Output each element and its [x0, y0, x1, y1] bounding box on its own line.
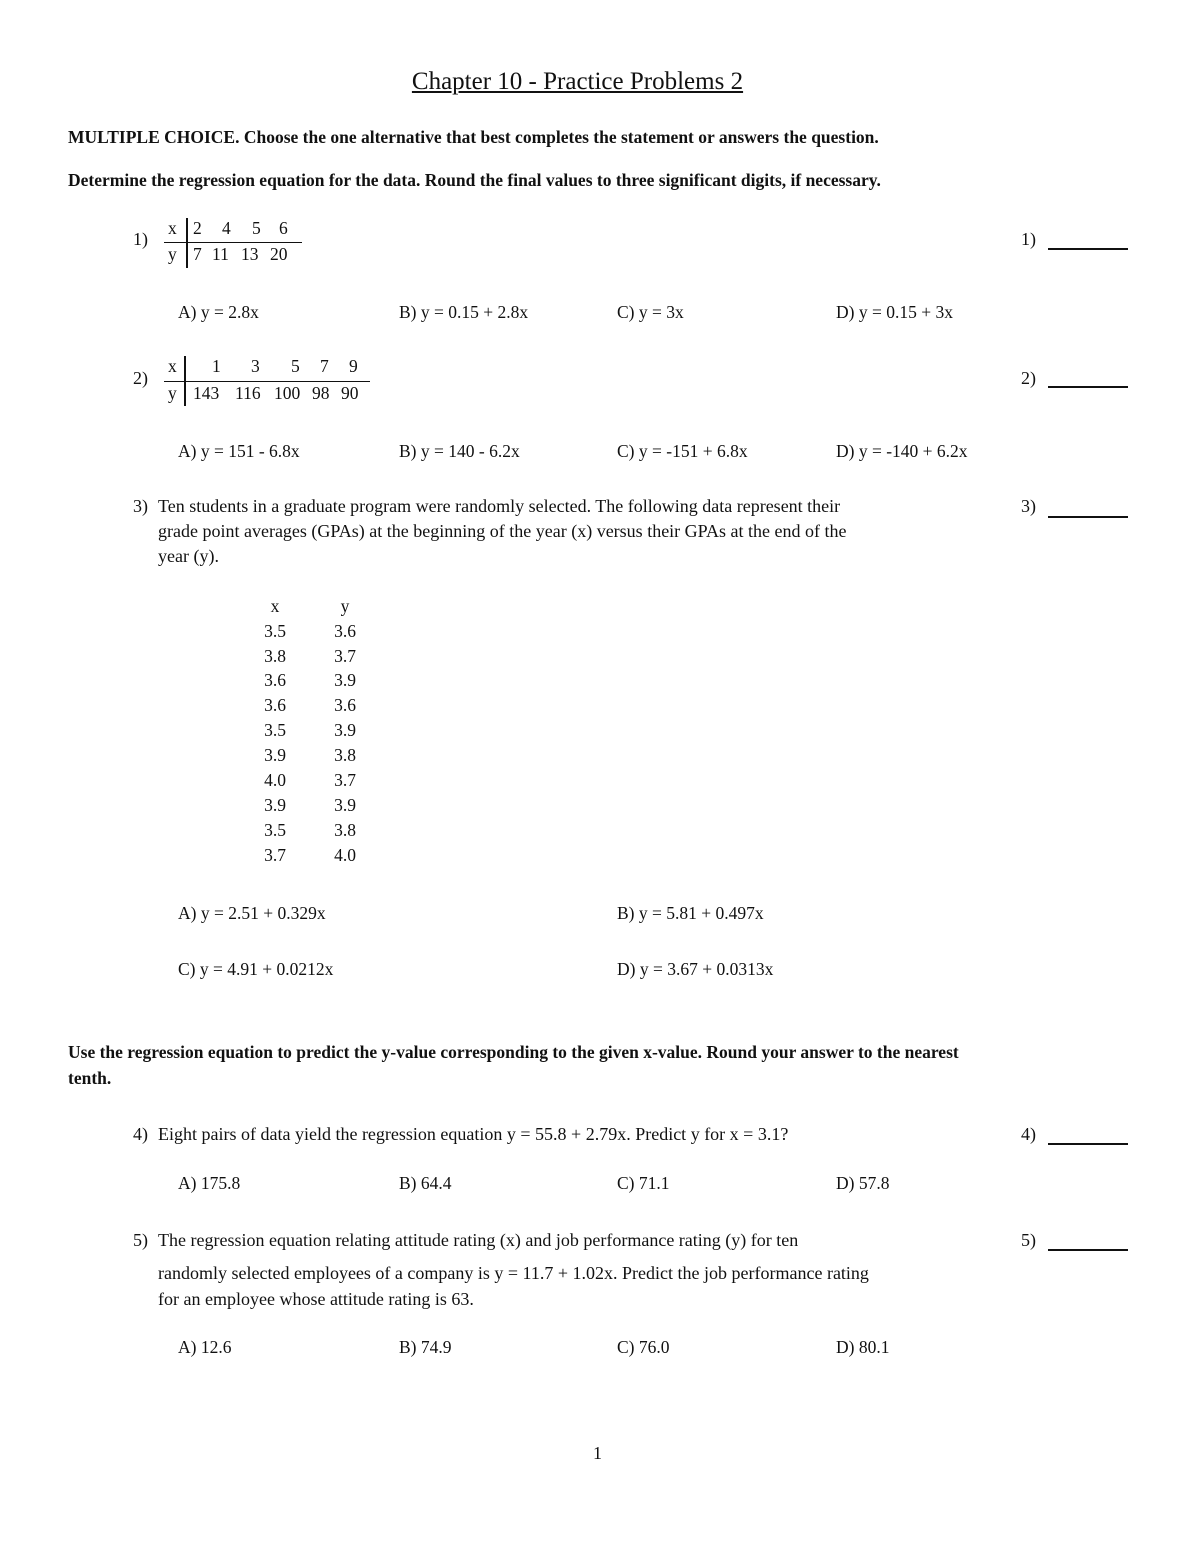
- q3-x-cell: 3.9: [264, 795, 286, 815]
- q2-y-cell: 98: [312, 383, 330, 403]
- q3-y-cell: 3.8: [334, 820, 356, 840]
- q1-y-label: y: [168, 244, 177, 264]
- q4-number: 4): [133, 1124, 148, 1144]
- q5-number: 5): [133, 1230, 148, 1250]
- q2-y-cell: 143: [193, 383, 220, 403]
- page-title: Chapter 10 - Practice Problems 2: [411, 68, 744, 95]
- q1-answer-number: 1): [1021, 229, 1036, 249]
- multiple-choice-instruction: MULTIPLE CHOICE. Choose the one alternative that best completes the statement or answers the question.: [68, 127, 879, 147]
- q2-option-a[interactable]: A) y = 151 - 6.8x: [178, 441, 300, 461]
- q3-y-cell: 3.7: [334, 646, 356, 666]
- q1-answer-blank[interactable]: [1048, 248, 1128, 250]
- q1-x-cell: 5: [252, 218, 261, 238]
- q1-option-d[interactable]: D) y = 0.15 + 3x: [836, 302, 953, 322]
- section2-instruction: Use the regression equation to predict the y-value corresponding to the given x-value. Round your answer to the nearest: [68, 1042, 959, 1062]
- q3-text-line: Ten students in a graduate program were randomly selected. The following data represent their: [158, 496, 841, 516]
- q1-x-label: x: [168, 218, 177, 238]
- q2-option-b[interactable]: B) y = 140 - 6.2x: [399, 441, 520, 461]
- q3-y-cell: 3.9: [334, 720, 356, 740]
- q4-answer-number: 4): [1021, 1124, 1036, 1144]
- q3-y-cell: 3.8: [334, 745, 356, 765]
- q3-y-header: y: [340, 596, 350, 616]
- q2-x-cell: 7: [320, 356, 329, 376]
- q2-y-cell: 100: [274, 383, 301, 403]
- q2-option-c[interactable]: C) y = -151 + 6.8x: [617, 441, 748, 461]
- q2-option-d[interactable]: D) y = -140 + 6.2x: [836, 441, 968, 461]
- q3-option-a[interactable]: A) y = 2.51 + 0.329x: [178, 903, 326, 923]
- q1-number: 1): [133, 229, 148, 249]
- q2-y-label: y: [168, 383, 177, 403]
- q3-option-b[interactable]: B) y = 5.81 + 0.497x: [617, 903, 764, 923]
- q5-option-c[interactable]: C) 76.0: [617, 1337, 670, 1357]
- q3-x-cell: 3.5: [264, 720, 286, 740]
- q3-x-cell: 3.5: [264, 621, 286, 641]
- page-number: 1: [593, 1443, 602, 1463]
- q3-y-cell: 3.9: [334, 795, 356, 815]
- q4-option-d[interactable]: D) 57.8: [836, 1173, 890, 1193]
- q5-text-line: The regression equation relating attitude rating (x) and job performance rating (y) for ten: [158, 1230, 799, 1250]
- q3-text-line: year (y).: [158, 546, 219, 566]
- q1-x-cell: 2: [193, 218, 202, 238]
- q5-answer-number: 5): [1021, 1230, 1036, 1250]
- q1-table-rule: [164, 242, 302, 243]
- q3-x-header: x: [270, 596, 280, 616]
- q3-y-cell: 3.6: [334, 695, 356, 715]
- q5-option-b[interactable]: B) 74.9: [399, 1337, 452, 1357]
- section1-instruction: Determine the regression equation for the data. Round the final values to three significant digits, if necessary.: [68, 170, 881, 190]
- q3-y-cell: 3.7: [334, 770, 356, 790]
- q3-y-cell: 4.0: [334, 845, 356, 865]
- q3-x-cell: 3.6: [264, 695, 286, 715]
- q5-option-a[interactable]: A) 12.6: [178, 1337, 232, 1357]
- q1-option-c[interactable]: C) y = 3x: [617, 302, 684, 322]
- q2-answer-blank[interactable]: [1048, 386, 1128, 388]
- q2-x-cell: 3: [251, 356, 260, 376]
- q2-y-cell: 116: [235, 383, 261, 403]
- section2-instruction-cont: tenth.: [68, 1068, 112, 1088]
- q1-x-cell: 6: [279, 218, 288, 238]
- q3-x-cell: 3.8: [264, 646, 286, 666]
- q4-option-c[interactable]: C) 71.1: [617, 1173, 670, 1193]
- q1-option-b[interactable]: B) y = 0.15 + 2.8x: [399, 302, 529, 322]
- q3-option-d[interactable]: D) y = 3.67 + 0.0313x: [617, 959, 774, 979]
- q3-answer-number: 3): [1021, 496, 1036, 516]
- q3-number: 3): [133, 496, 148, 516]
- q3-y-cell: 3.6: [334, 621, 356, 641]
- q5-answer-blank[interactable]: [1048, 1249, 1128, 1251]
- q2-number: 2): [133, 368, 148, 388]
- q1-option-a[interactable]: A) y = 2.8x: [178, 302, 259, 322]
- q2-x-cell: 1: [212, 356, 221, 376]
- q3-x-cell: 3.6: [264, 670, 286, 690]
- q2-table-rule: [164, 381, 370, 382]
- q5-text-line: for an employee whose attitude rating is 63.: [158, 1289, 474, 1309]
- q4-option-b[interactable]: B) 64.4: [399, 1173, 452, 1193]
- q3-x-cell: 3.9: [264, 745, 286, 765]
- q1-table-divider: [186, 218, 188, 268]
- q3-option-c[interactable]: C) y = 4.91 + 0.0212x: [178, 959, 334, 979]
- q3-y-cell: 3.9: [334, 670, 356, 690]
- q1-x-cell: 4: [222, 218, 231, 238]
- q3-text-line: grade point averages (GPAs) at the beginning of the year (x) versus their GPAs at the end of the: [158, 521, 847, 541]
- q2-x-cell: 5: [291, 356, 300, 376]
- q3-answer-blank[interactable]: [1048, 516, 1128, 518]
- q1-y-cell: 20: [270, 244, 288, 264]
- q4-text: Eight pairs of data yield the regression equation y = 55.8 + 2.79x. Predict y for x = 3.1?: [158, 1124, 789, 1144]
- q4-answer-blank[interactable]: [1048, 1143, 1128, 1145]
- q3-x-cell: 4.0: [264, 770, 286, 790]
- q4-option-a[interactable]: A) 175.8: [178, 1173, 241, 1193]
- q2-x-cell: 9: [349, 356, 358, 376]
- q3-x-cell: 3.5: [264, 820, 286, 840]
- q1-y-cell: 13: [241, 244, 259, 264]
- q1-y-cell: 11: [212, 244, 229, 264]
- q5-option-d[interactable]: D) 80.1: [836, 1337, 890, 1357]
- q1-y-cell: 7: [193, 244, 202, 264]
- q2-answer-number: 2): [1021, 368, 1036, 388]
- q5-text-line: randomly selected employees of a company is y = 11.7 + 1.02x. Predict the job performance rating: [158, 1263, 869, 1283]
- q2-y-cell: 90: [341, 383, 359, 403]
- q2-x-label: x: [168, 356, 177, 376]
- q3-x-cell: 3.7: [264, 845, 286, 865]
